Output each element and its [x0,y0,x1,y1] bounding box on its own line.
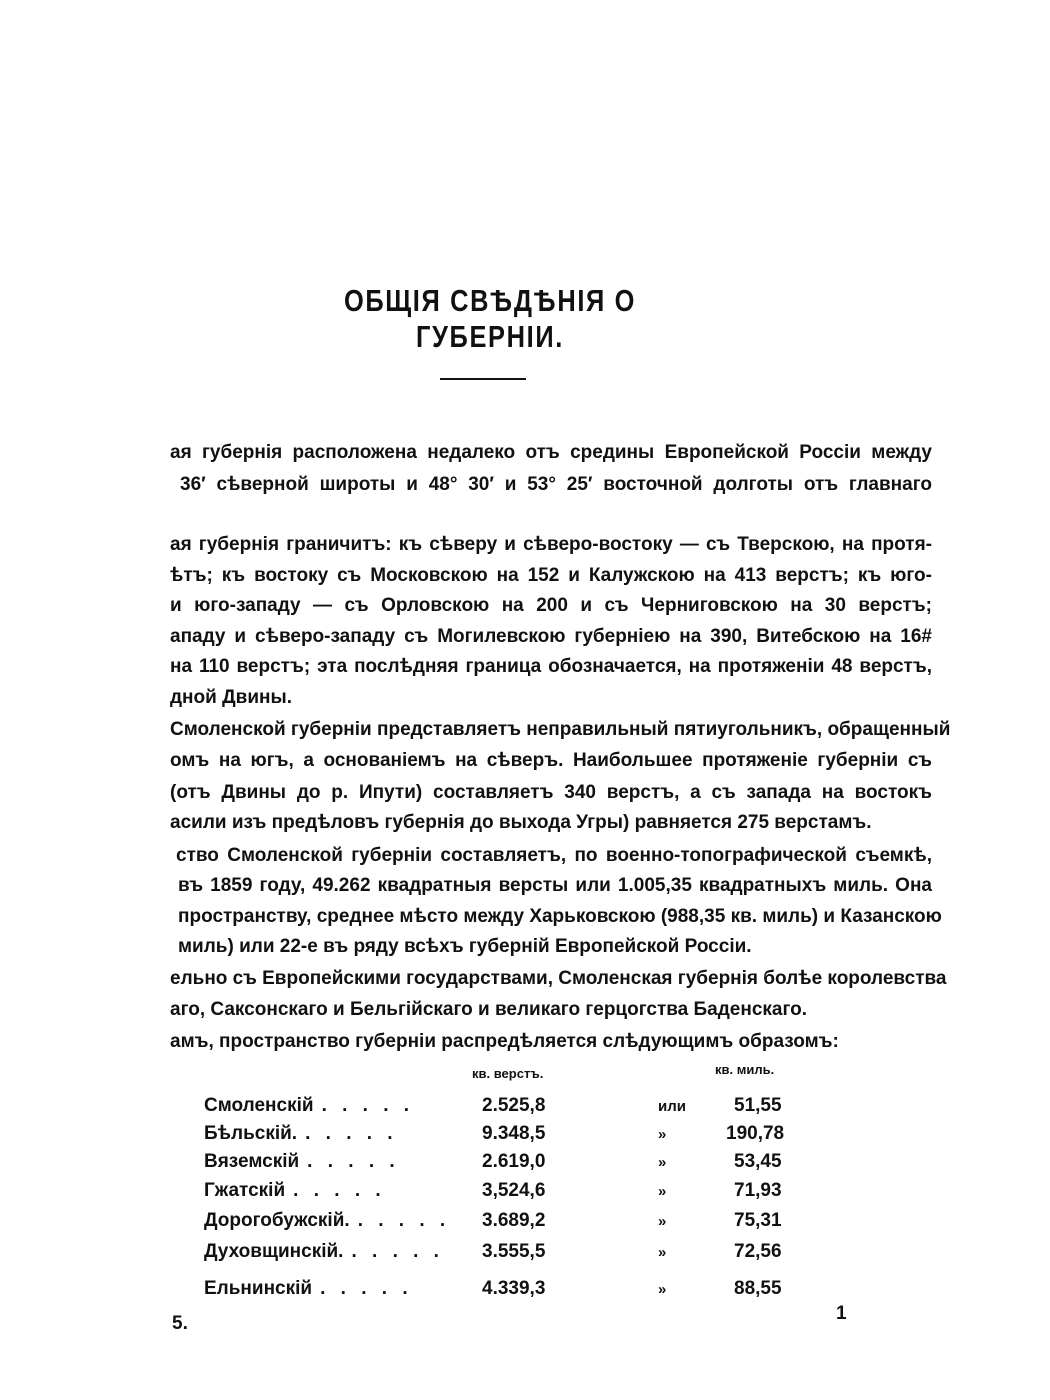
leader-dots: . . . . . [321,1095,415,1116]
area-versts: 3.689,2 [482,1210,546,1231]
connector: » [658,1244,667,1261]
leader-dots: . . . . . [305,1123,398,1144]
connector: » [658,1281,667,1298]
column-header-versts: кв. верстъ. [472,1066,544,1081]
area-versts: 3.555,5 [482,1241,546,1262]
text-line: миль) или 22-е въ ряду всѣхъ губерній Европейской Россіи. [178,936,752,957]
district-name: Дорогобужскій. [204,1210,350,1231]
connector: » [658,1183,667,1200]
text-line: ство Смоленской губерніи составляетъ, по военно-топографической съемкѣ, [176,845,932,866]
text-line: (отъ Двины до р. Ипути) составляетъ 340 верстъ, а съ запада на востокъ [170,782,932,803]
table-row [200,1151,810,1177]
area-miles: 53,45 [734,1151,782,1172]
text-line: пространству, среднее мѣсто между Харьковскою (988,35 кв. миль) и Казанскою [178,906,942,927]
text-line: Смоленской губерніи представляетъ неправильный пятиугольникъ, обращенный [170,719,951,740]
table-row [200,1241,810,1267]
text-line: амъ, пространство губерніи распредѣляется слѣдующимъ образомъ: [170,1031,839,1052]
text-line: асили изъ предѣловъ губернія до выхода Угры) равняется 275 верстамъ. [170,812,872,833]
area-miles: 71,93 [734,1180,782,1201]
area-versts: 3,524,6 [482,1180,546,1201]
district-name: Бѣльскій. [204,1123,298,1144]
table-row [200,1180,810,1206]
district-name: Гжатскій [204,1180,286,1201]
area-versts: 2.525,8 [482,1095,546,1116]
text-line: омъ на югъ, а основаніемъ на сѣверъ. Наибольшее протяженіе губерніи съ [170,750,932,771]
text-line: и юго-западу — съ Орловскою на 200 и съ Черниговскою на 30 верстъ; [170,595,932,616]
text-line: ельно съ Европейскими государствами, Смоленская губернія болѣе королевства [170,968,947,989]
area-miles: 51,55 [734,1095,782,1116]
area-miles: 88,55 [734,1278,782,1299]
leader-dots: . . . . . [320,1278,413,1299]
page-title: ОБЩІЯ СВѢДѢНІЯ О ГУБЕРНІИ. [343,283,637,354]
connector: » [658,1213,667,1230]
leader-dots: . . . . . [307,1151,400,1172]
text-line: ая губернія граничитъ: къ сѣверу и сѣверо-востоку — съ Тверскою, на протя- [170,534,932,555]
text-line: ападу и сѣверо-западу съ Могилевскою губерніею на 390, Витебскою на 16# [170,626,932,647]
column-header-miles: кв. миль. [715,1062,775,1077]
title-divider [440,378,526,380]
text-line: аго, Саксонскаго и Бельгійскаго и великаго герцогства Баденскаго. [170,999,808,1020]
text-line: въ 1859 году, 49.262 квадратныя версты или 1.005,35 квадратныхъ миль. Она [178,875,932,896]
connector: » [658,1154,667,1171]
text-line: 36′ сѣверной широты и 48° 30′ и 53° 25′ восточной долготы отъ главнаго [180,474,932,495]
district-name: Вяземскій [204,1151,300,1172]
leader-dots: . . . . . [293,1180,386,1201]
district-name: Духовщинскій. [204,1241,344,1262]
signature-mark: 5. [172,1313,188,1334]
district-name: Ельнинскій [204,1278,313,1299]
text-line: ѣтъ; къ востоку съ Московскою на 152 и Калужскою на 413 верстъ; къ юго- [170,565,932,586]
leader-dots: . . . . . [357,1210,451,1231]
text-line: на 110 верстъ; эта послѣдняя граница обозначается, на протяженіи 48 верстъ, [170,656,932,677]
area-miles: 190,78 [726,1123,785,1144]
district-name: Смоленскій [204,1095,314,1116]
table-row [200,1210,810,1236]
area-versts: 9.348,5 [482,1123,546,1144]
leader-dots: . . . . . [351,1241,444,1262]
text-line: дной Двины. [170,687,292,708]
table-row [200,1095,810,1121]
text-line: ая губернія расположена недалеко отъ средины Европейской Россіи между [170,442,932,463]
table-row [200,1278,810,1304]
connector: или [658,1098,686,1115]
page-number: 1 [836,1303,847,1324]
area-miles: 72,56 [734,1241,782,1262]
area-versts: 4.339,3 [482,1278,546,1299]
area-miles: 75,31 [734,1210,782,1231]
table-row [200,1123,810,1149]
connector: » [658,1126,667,1143]
area-versts: 2.619,0 [482,1151,546,1172]
